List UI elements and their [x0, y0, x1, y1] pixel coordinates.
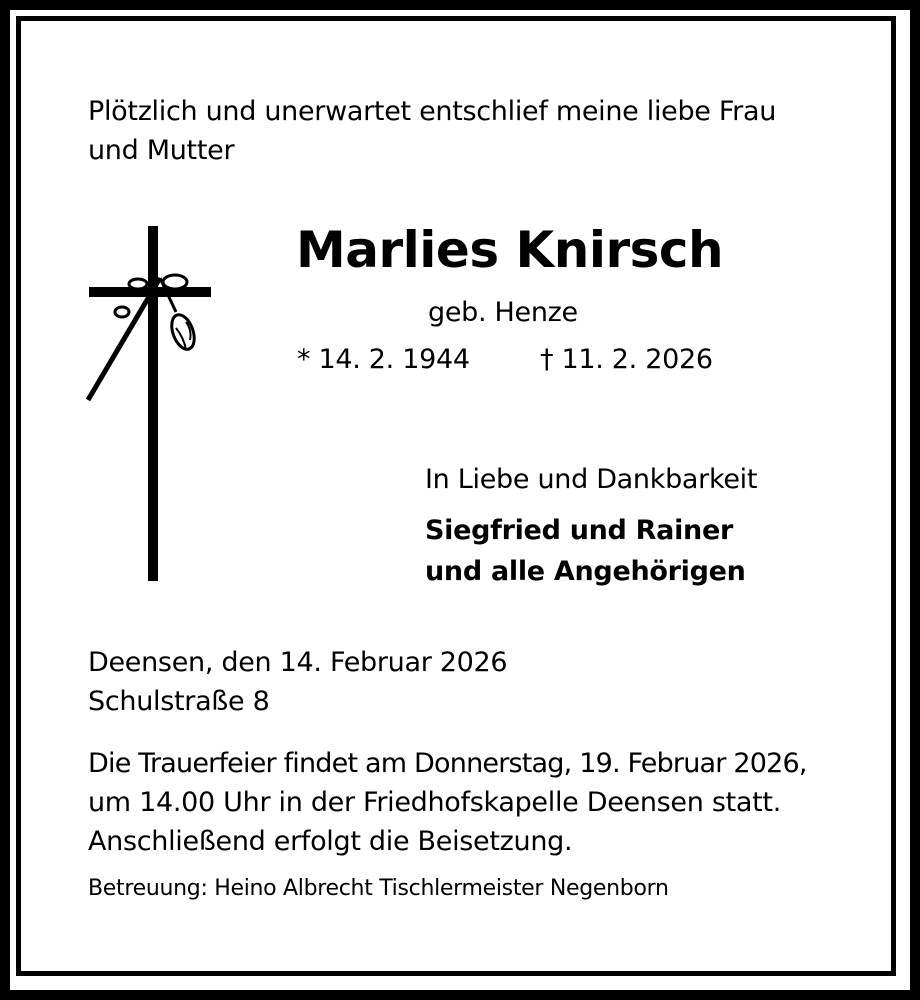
intro-line-1: Plötzlich und unerwartet entschlief meine liebe Frau [88, 96, 777, 127]
deceased-name: Marlies Knirsch [296, 221, 724, 279]
mourners-line-2: und alle Angehörigen [425, 556, 746, 587]
place-date: Deensen, den 14. Februar 2026 [88, 647, 508, 678]
address: Schulstraße 8 [88, 686, 270, 717]
death-date: † 11. 2. 2026 [540, 344, 713, 375]
intro-line-2: und Mutter [88, 135, 235, 166]
funeral-line-1: Die Trauerfeier findet am Donnerstag, 19. Februar 2026, [88, 748, 807, 779]
birth-name: geb. Henze [428, 297, 578, 328]
funeral-line-3: Anschließend erfolgt die Beisetzung. [88, 826, 573, 857]
funeral-line-2: um 14.00 Uhr in der Friedhofskapelle Deensen statt. [88, 787, 781, 818]
mourners-line-1: Siegfried und Rainer [425, 515, 733, 546]
mourners-intro: In Liebe und Dankbarkeit [425, 464, 758, 495]
care-note: Betreuung: Heino Albrecht Tischlermeister Negenborn [88, 876, 669, 901]
birth-date: * 14. 2. 1944 [297, 344, 470, 375]
